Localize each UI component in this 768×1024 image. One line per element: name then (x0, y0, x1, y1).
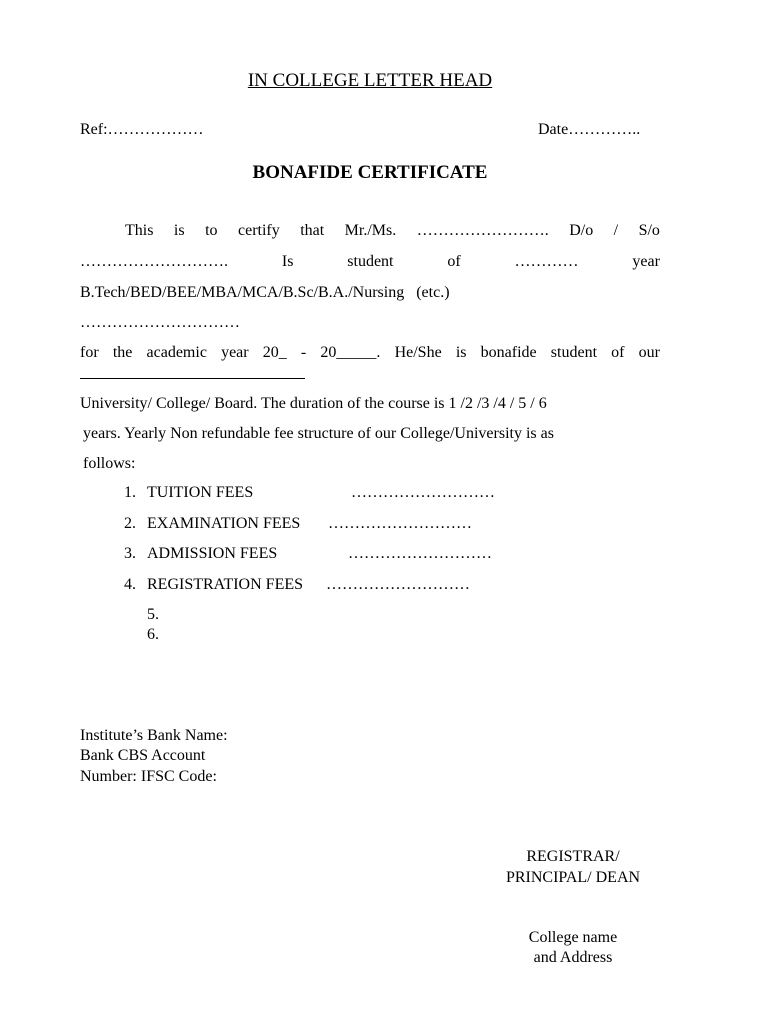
body-line-8: follows: (83, 455, 136, 472)
ref-field: Ref:……………… (80, 121, 204, 138)
fee-row-6 (147, 625, 159, 644)
certificate-title: BONAFIDE CERTIFICATE (252, 162, 488, 183)
word: our (638, 344, 660, 361)
word: student (347, 253, 394, 270)
signatory-title-1: REGISTRAR/ (526, 848, 620, 865)
word: 20_ (262, 344, 287, 361)
fee-number: 1. (124, 484, 136, 501)
bank-ifsc-label: Number: IFSC Code: (80, 768, 217, 785)
institution-blank-line (80, 378, 305, 379)
word: He/She (394, 344, 442, 361)
fee-label: ADMISSION FEES (147, 545, 278, 562)
fee-amount-blank: ……………………… (351, 484, 495, 501)
word: is (173, 222, 185, 239)
bank-name-label: Institute’s Bank Name: (80, 727, 228, 744)
bank-account-label: Bank CBS Account (80, 747, 206, 764)
body-line-3: B.Tech/BED/BEE/MBA/MCA/B.Sc/B.A./Nursing (etc.) (80, 284, 450, 301)
year-blank: ………… (514, 253, 579, 270)
name-blank: ……………………. (416, 222, 549, 239)
fee-number: 5. (147, 606, 159, 623)
word: the (112, 344, 133, 361)
word: This (125, 222, 154, 239)
signatory-title-2: PRINCIPAL/ DEAN (505, 869, 641, 886)
body-line-6: University/ College/ Board. The duration of the course is 1 /2 /3 /4 / 5 / 6 (80, 395, 547, 412)
word: is (455, 344, 467, 361)
college-address-label: and Address (533, 949, 613, 966)
body-line-2 (80, 252, 660, 271)
word: certify (237, 222, 280, 239)
fee-number: 3. (124, 545, 136, 562)
fee-label: REGISTRATION FEES (147, 576, 304, 593)
word: - (300, 344, 307, 361)
word: academic (146, 344, 207, 361)
word: of (611, 344, 625, 361)
body-line-1 (125, 221, 660, 240)
word: / (613, 222, 619, 239)
fee-number: 2. (124, 515, 136, 532)
fee-label: TUITION FEES (147, 484, 254, 501)
body-line-4: ………………………… (80, 314, 240, 331)
word: year (632, 253, 660, 270)
date-field: Date………….. (538, 121, 641, 138)
word: of (447, 253, 461, 270)
word: bonafide (480, 344, 537, 361)
college-name-label: College name (528, 929, 618, 946)
body-line-5 (80, 343, 660, 362)
letterhead-title: IN COLLEGE LETTER HEAD (247, 70, 493, 91)
fee-row-5 (147, 605, 159, 624)
word: 20_____. (320, 344, 381, 361)
word: Mr./Ms. (344, 222, 397, 239)
body-line-7: years. Yearly Non refundable fee structure of our College/University is as (83, 425, 554, 442)
fee-amount-blank: ……………………… (326, 576, 470, 593)
word: year (221, 344, 249, 361)
word: D/o (569, 222, 594, 239)
word: S/o (638, 222, 660, 239)
fee-label: EXAMINATION FEES (147, 515, 301, 532)
fee-amount-blank: ……………………… (348, 545, 492, 562)
fee-number: 6. (147, 626, 159, 643)
word: Is (281, 253, 294, 270)
fee-number: 4. (124, 576, 136, 593)
word: to (205, 222, 218, 239)
word: that (300, 222, 325, 239)
word: for (80, 344, 99, 361)
word: student (550, 344, 598, 361)
fee-amount-blank: ……………………… (328, 515, 472, 532)
parent-blank: ………………………. (80, 253, 228, 270)
